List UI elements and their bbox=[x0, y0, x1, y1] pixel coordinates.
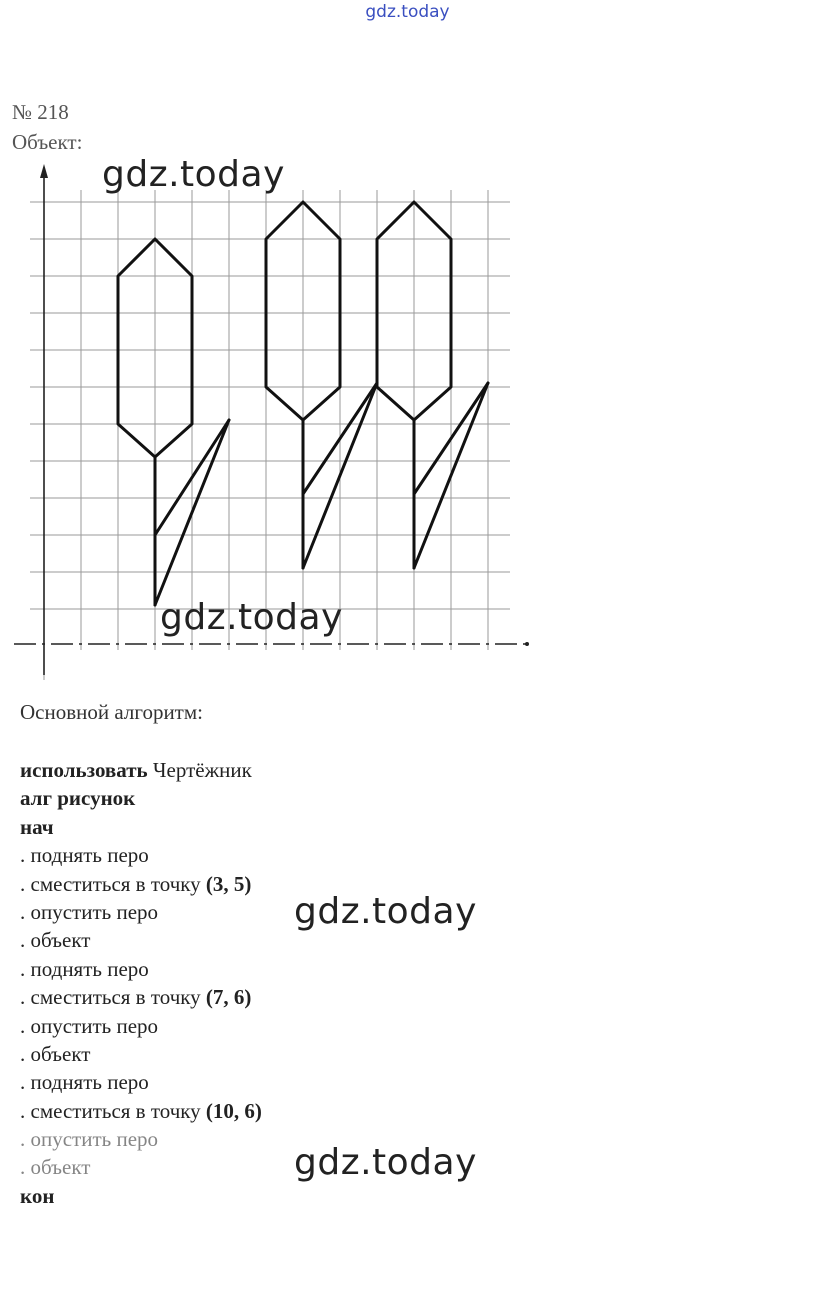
code-text: . сместиться в точку bbox=[20, 871, 206, 896]
code-text: . опустить перо bbox=[20, 1013, 159, 1038]
code-point: (10, 6) bbox=[205, 1098, 262, 1123]
code-line bbox=[20, 1012, 262, 1040]
code-text: . опустить перо bbox=[20, 1127, 159, 1152]
watermark: gdz.today bbox=[294, 891, 477, 932]
code-text: . сместиться в точку bbox=[20, 985, 206, 1010]
watermark: gdz.today bbox=[294, 1142, 477, 1183]
code-text: . поднять перо bbox=[20, 1070, 149, 1095]
flower-1 bbox=[118, 239, 229, 605]
code-line bbox=[20, 1153, 262, 1181]
code-line bbox=[20, 1097, 262, 1125]
code-line bbox=[20, 955, 262, 983]
code-line bbox=[20, 898, 262, 926]
task-number: № 218 bbox=[12, 100, 69, 124]
object-label: Объект: bbox=[12, 130, 83, 154]
code-line bbox=[20, 1182, 262, 1210]
code-text: . поднять перо bbox=[20, 956, 149, 981]
watermark: gdz.today bbox=[102, 154, 285, 195]
code-line bbox=[20, 1125, 262, 1153]
code-line bbox=[20, 1068, 262, 1096]
code-line bbox=[20, 983, 262, 1011]
code-text: . опустить перо bbox=[20, 899, 159, 924]
code-keyword: нач bbox=[20, 814, 54, 839]
flower-2 bbox=[266, 202, 377, 568]
code-point: (3, 5) bbox=[205, 871, 252, 896]
code-line bbox=[20, 926, 262, 954]
code-keyword: алг рисунок bbox=[20, 786, 136, 811]
flower-3 bbox=[377, 202, 488, 568]
code-text: . объект bbox=[20, 1041, 91, 1066]
watermark: gdz.today bbox=[160, 597, 343, 638]
code-point: (7, 6) bbox=[205, 985, 252, 1010]
code-line bbox=[20, 813, 262, 841]
code-line bbox=[20, 870, 262, 898]
code-line bbox=[20, 1040, 262, 1068]
code-keyword: использовать bbox=[20, 758, 148, 782]
code-text: . сместиться в точку bbox=[20, 1098, 206, 1123]
code-line bbox=[20, 841, 262, 869]
code-text: . поднять перо bbox=[20, 843, 149, 868]
code-line bbox=[20, 784, 262, 812]
code-text: . объект bbox=[20, 928, 91, 953]
code-text: Чертёжник bbox=[147, 758, 252, 782]
code-text: . объект bbox=[20, 1155, 91, 1180]
algorithm-code bbox=[20, 756, 262, 1210]
code-keyword: кон bbox=[20, 1183, 55, 1208]
algorithm-title: Основной алгоритм: bbox=[20, 700, 203, 724]
top-watermark: gdz.today bbox=[365, 2, 450, 22]
code-line bbox=[20, 756, 262, 784]
